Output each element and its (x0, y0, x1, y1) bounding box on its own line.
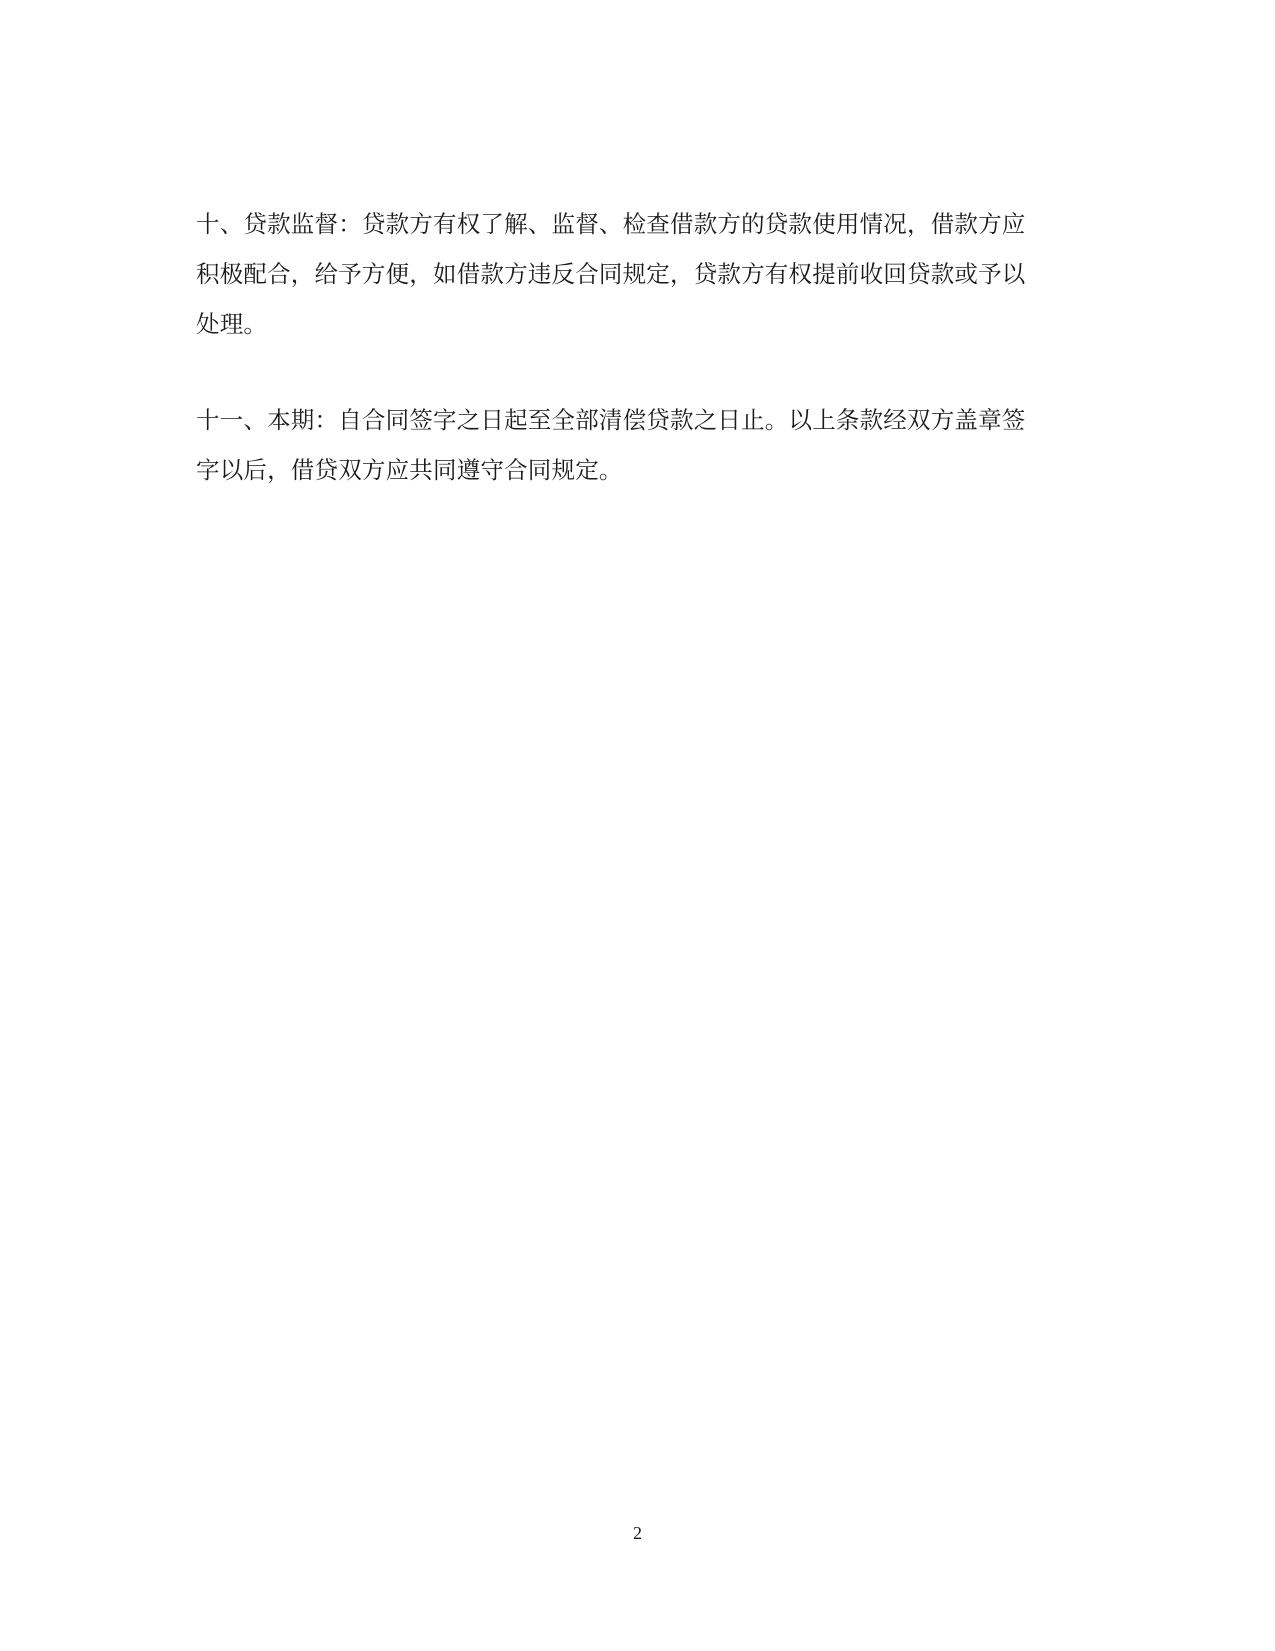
clause-11-line-2: 字以后，借贷双方应共同遵守合同规定。 (196, 456, 623, 484)
clause-10-line-2: 积极配合，给予方便，如借款方违反合同规定，贷款方有权提前收回贷款或予以 (196, 260, 1026, 288)
clause-10-line-1: 十、贷款监督：贷款方有权了解、监督、检查借款方的贷款使用情况，借款方应 (196, 210, 1026, 238)
clause-11-line-1: 十一、本期：自合同签字之日起至全部清偿贷款之日止。以上条款经双方盖章签 (196, 406, 1026, 434)
page-number: 2 (633, 1523, 642, 1543)
clause-10-line-3: 处理。 (196, 310, 268, 338)
